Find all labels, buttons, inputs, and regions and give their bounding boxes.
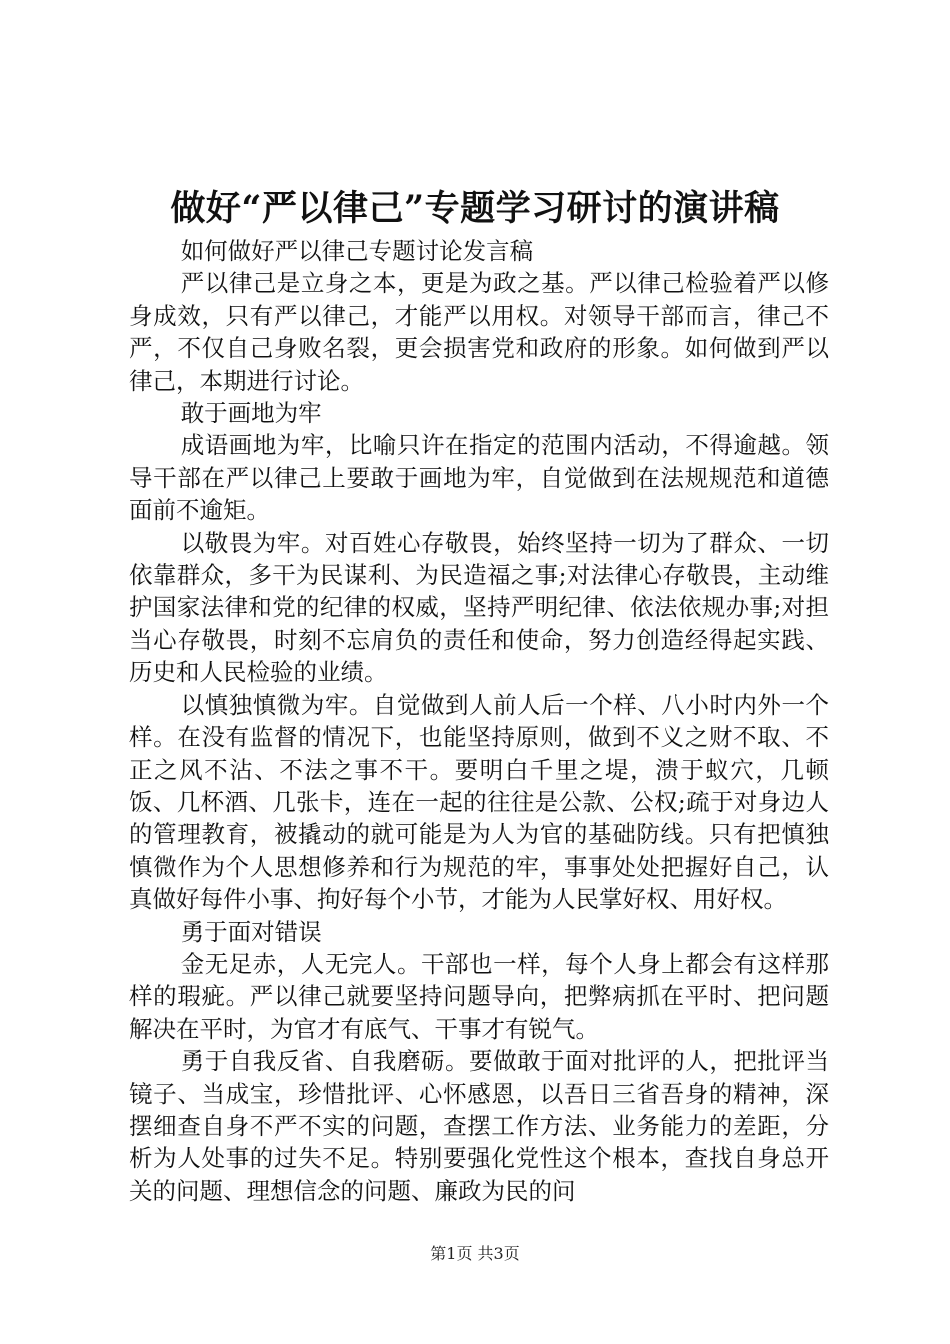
body-paragraph: 成语画地为牢，比喻只许在指定的范围内活动，不得逾越。领导干部在严以律己上要敢于画地为牢，自觉做到在法规规范和道德面前不逾矩。 <box>129 431 829 525</box>
section-heading: 敢于画地为牢 <box>180 399 322 428</box>
body-paragraph: 以敬畏为牢。对百姓心存敬畏，始终坚持一切为了群众、一切依靠群众，多干为民谋利、为民造福之事;对法律心存敬畏，主动维护国家法律和党的纪律的权威，坚持严明纪律、依法依规办事;对担当心存敬畏，时刻不忘肩负的责任和使命，努力创造经得起实践、历史和人民检验的业绩。 <box>129 528 829 687</box>
body-paragraph: 严以律己是立身之本，更是为政之基。严以律己检验着严以修身成效，只有严以律己，才能严以用权。对领导干部而言，律己不严，不仅自己身败名裂，更会损害党和政府的形象。如何做到严以律己，本期进行讨论。 <box>129 269 829 395</box>
page-footer: 第1页 共3页 <box>430 1244 520 1263</box>
document-body <box>129 235 829 1207</box>
document-title: 做好“严以律己”专题学习研讨的演讲稿 <box>170 188 780 229</box>
body-paragraph: 以慎独慎微为牢。自觉做到人前人后一个样、八小时内外一个样。在没有监督的情况下，也能坚持原则，做到不义之财不取、不正之风不沾、不法之事不干。要明白千里之堤，溃于蚁穴，几顿饭、几杯酒、几张卡，连在一起的往往是公款、公权;疏于对身边人的管理教育，被撬动的就可能是为人为官的基础防线。只有把慎独慎微作为个人思想修养和行为规范的牢，事事处处把握好自己，认真做好每件小事、拘好每个小节，才能为人民掌好权、用好权。 <box>129 690 829 914</box>
subtitle-paragraph: 如何做好严以律己专题讨论发言稿 <box>180 237 534 265</box>
body-paragraph: 勇于自我反省、自我磨砺。要做敢于面对批评的人，把批评当镜子、当成宝，珍惜批评、心怀感恩，以吾日三省吾身的精神，深摆细查自身不严不实的问题，查摆工作方法、业务能力的差距，分析为人处事的过失不足。特别要强化党性这个根本，查找自身总开关的问题、理想信念的问题、廉政为民的问 <box>129 1047 829 1205</box>
section-heading: 勇于面对错误 <box>180 917 322 946</box>
body-paragraph: 金无足赤，人无完人。干部也一样，每个人身上都会有这样那样的瑕疵。严以律己就要坚持问题导向，把弊病抓在平时、把问题解决在平时，为官才有底气、干事才有锐气。 <box>129 949 829 1043</box>
